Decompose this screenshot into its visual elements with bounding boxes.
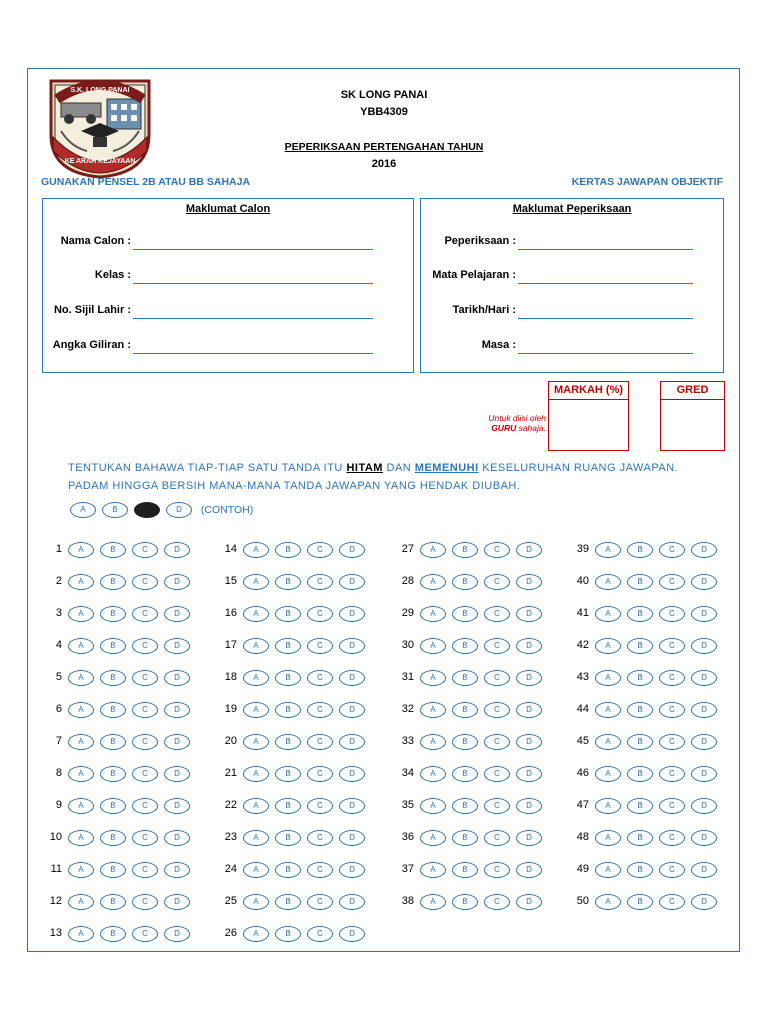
field-sijil-lahir[interactable] [133,318,373,319]
answer-bubble-b[interactable]: B [275,606,301,622]
question-number: 50 [576,895,589,907]
question-number: 15 [224,575,237,587]
answer-bubble-a[interactable]: A [595,702,621,718]
answer-bubble-c[interactable]: C [132,766,158,782]
answer-bubble-a[interactable]: A [595,766,621,782]
label-sijil-lahir: No. Sijil Lahir : [53,304,131,316]
answer-bubble-d[interactable]: D [691,542,717,558]
answer-bubble-a[interactable]: A [243,638,269,654]
question-number: 29 [401,607,414,619]
answer-bubble-b[interactable]: B [100,574,126,590]
answer-bubble-d[interactable]: D [339,670,365,686]
question-number: 16 [224,607,237,619]
question-number: 45 [576,735,589,747]
exam-title: PEPERIKSAAN PERTENGAHAN TAHUN [284,141,484,153]
question-number: 48 [576,831,589,843]
answer-bubble-d[interactable]: D [516,702,542,718]
answer-bubble-a[interactable]: A [420,670,446,686]
answer-bubble-d[interactable]: D [339,894,365,910]
answer-bubble-c[interactable]: C [132,542,158,558]
answer-bubble-a[interactable]: A [243,606,269,622]
answer-bubble-a[interactable]: A [68,542,94,558]
answer-bubble-a[interactable]: A [243,670,269,686]
answer-bubble-c[interactable]: C [132,638,158,654]
label-nama-calon: Nama Calon : [60,235,131,247]
question-number: 41 [576,607,589,619]
answer-bubble-c[interactable]: C [659,766,685,782]
answer-bubble-a[interactable]: A [595,670,621,686]
answer-bubble-d[interactable]: D [339,702,365,718]
instruction-line-2: PADAM HINGGA BERSIH MANA-MANA TANDA JAWAPAN YANG HENDAK DIUBAH. [68,480,521,492]
answer-bubble-d[interactable]: D [164,542,190,558]
markah-box[interactable] [548,381,629,451]
answer-bubble-b[interactable]: B [275,638,301,654]
answer-bubble-b[interactable]: B [627,638,653,654]
answer-bubble-c[interactable]: C [132,862,158,878]
question-number: 6 [55,703,62,715]
answer-bubble-a[interactable]: A [595,606,621,622]
question-number: 36 [401,831,414,843]
answer-bubble-d[interactable]: D [339,734,365,750]
answer-bubble-b[interactable]: B [627,894,653,910]
answer-bubble-c[interactable]: C [659,734,685,750]
question-number: 24 [224,863,237,875]
answer-bubble-c[interactable]: C [659,702,685,718]
question-number: 37 [401,863,414,875]
answer-bubble-d[interactable]: D [691,830,717,846]
answer-bubble-b[interactable]: B [627,830,653,846]
field-kelas[interactable] [133,283,373,284]
answer-bubble-a[interactable]: A [420,702,446,718]
answer-bubble-b[interactable]: B [275,830,301,846]
question-number: 35 [401,799,414,811]
teacher-note-line2: sahaja. [516,423,546,433]
label-masa: Masa : [481,339,516,351]
logo-top-text: S.K. LONG PANAI [70,87,130,94]
field-angka-giliran[interactable] [133,353,373,354]
label-tarikh-hari: Tarikh/Hari : [452,304,516,316]
answer-bubble-a[interactable]: A [68,894,94,910]
answer-bubble-d[interactable]: D [164,798,190,814]
answer-bubble-d[interactable]: D [516,638,542,654]
answer-bubble-d[interactable]: D [691,798,717,814]
question-number: 27 [401,543,414,555]
pencil-note: GUNAKAN PENSEL 2B ATAU BB SAHAJA [41,176,251,188]
sheet-type: KERTAS JAWAPAN OBJEKTIF [571,176,723,188]
answer-bubble-d[interactable]: D [516,798,542,814]
answer-bubble-c[interactable]: C [307,894,333,910]
question-number: 23 [224,831,237,843]
answer-bubble-d[interactable]: D [164,894,190,910]
answer-bubble-d[interactable]: D [164,766,190,782]
answer-bubble-d[interactable]: D [516,574,542,590]
question-number: 1 [55,543,62,555]
answer-bubble-d[interactable]: D [164,862,190,878]
answer-bubble-a[interactable]: A [243,766,269,782]
answer-bubble-d[interactable]: D [164,606,190,622]
answer-bubble-c[interactable]: C [484,542,510,558]
question-number: 18 [224,671,237,683]
answer-bubble-a[interactable]: A [243,830,269,846]
label-peperiksaan: Peperiksaan : [444,235,516,247]
answer-bubble-b[interactable]: B [100,894,126,910]
question-number: 8 [55,767,62,779]
example-bubble-c-filled [134,502,160,518]
answer-bubble-a[interactable]: A [68,926,94,942]
answer-bubble-c[interactable]: C [659,606,685,622]
answer-bubble-d[interactable]: D [691,862,717,878]
answer-bubble-b[interactable]: B [452,862,478,878]
answer-bubble-b[interactable]: B [627,574,653,590]
answer-bubble-c[interactable]: C [307,574,333,590]
example-bubble-a: A [70,502,96,518]
answer-bubble-d[interactable]: D [516,894,542,910]
answer-bubble-c[interactable]: C [484,894,510,910]
example-label: (CONTOH) [200,503,254,516]
answer-bubble-d[interactable]: D [339,830,365,846]
answer-bubble-b[interactable]: B [627,862,653,878]
question-number: 4 [55,639,62,651]
answer-bubble-c[interactable]: C [132,574,158,590]
question-number: 31 [401,671,414,683]
answer-bubble-c[interactable]: C [659,542,685,558]
question-number: 14 [224,543,237,555]
question-number: 46 [576,767,589,779]
answer-bubble-b[interactable]: B [100,670,126,686]
field-mata-pelajaran[interactable] [518,283,693,284]
exam-info-box [420,198,724,373]
answer-bubble-c[interactable]: C [484,734,510,750]
question-number: 7 [55,735,62,747]
question-number: 39 [576,543,589,555]
answer-bubble-b[interactable]: B [452,606,478,622]
answer-bubble-d[interactable]: D [516,734,542,750]
answer-bubble-c[interactable]: C [484,606,510,622]
answer-bubble-c[interactable]: C [484,670,510,686]
answer-bubble-a[interactable]: A [68,638,94,654]
answer-bubble-c[interactable]: C [659,862,685,878]
answer-bubble-d[interactable]: D [164,670,190,686]
question-number: 43 [576,671,589,683]
answer-bubble-d[interactable]: D [339,638,365,654]
answer-bubble-a[interactable]: A [420,830,446,846]
word-hitam: HITAM [346,462,383,474]
question-number: 21 [224,767,237,779]
answer-bubble-b[interactable]: B [452,830,478,846]
question-number: 10 [49,831,62,843]
answer-bubble-c[interactable]: C [484,702,510,718]
answer-bubble-a[interactable]: A [68,670,94,686]
answer-bubble-d[interactable]: D [516,862,542,878]
answer-bubble-b[interactable]: B [627,734,653,750]
question-number: 2 [55,575,62,587]
answer-bubble-c[interactable]: C [132,670,158,686]
answer-bubble-b[interactable]: B [627,542,653,558]
answer-bubble-b[interactable]: B [100,830,126,846]
gred-box[interactable] [660,381,725,451]
answer-bubble-a[interactable]: A [595,542,621,558]
teacher-note-line1: Untuk diisi oleh [488,413,546,423]
field-masa[interactable] [518,353,693,354]
answer-bubble-a[interactable]: A [595,638,621,654]
teacher-note-guru: GURU [491,423,517,433]
logo-bottom-text: KE ARAH KEJAYAAN [64,158,136,165]
answer-bubble-a[interactable]: A [420,574,446,590]
answer-bubble-d[interactable]: D [516,830,542,846]
answer-bubble-d[interactable]: D [339,542,365,558]
field-tarikh-hari[interactable] [518,318,693,319]
answer-bubble-c[interactable]: C [132,926,158,942]
question-number: 12 [49,895,62,907]
answer-bubble-d[interactable]: D [516,542,542,558]
teacher-note [448,413,546,433]
answer-bubble-b[interactable]: B [452,894,478,910]
question-number: 13 [49,927,62,939]
answer-bubble-b[interactable]: B [100,606,126,622]
question-number: 32 [401,703,414,715]
answer-bubble-a[interactable]: A [595,830,621,846]
field-peperiksaan[interactable] [518,249,693,250]
answer-bubble-c[interactable]: C [132,734,158,750]
exam-box-title: Maklumat Peperiksaan [512,203,632,215]
answer-bubble-c[interactable]: C [484,830,510,846]
answer-bubble-d[interactable]: D [164,702,190,718]
answer-bubble-a[interactable]: A [68,574,94,590]
answer-bubble-d[interactable]: D [164,734,190,750]
answer-bubble-b[interactable]: B [452,734,478,750]
answer-bubble-a[interactable]: A [420,542,446,558]
answer-bubble-d[interactable]: D [516,606,542,622]
answer-bubble-d[interactable]: D [164,830,190,846]
question-number: 3 [55,607,62,619]
answer-bubble-a[interactable]: A [243,862,269,878]
answer-bubble-d[interactable]: D [691,638,717,654]
answer-bubble-d[interactable]: D [691,734,717,750]
answer-bubble-c[interactable]: C [307,926,333,942]
answer-bubble-a[interactable]: A [420,638,446,654]
question-number: 38 [401,895,414,907]
question-number: 17 [224,639,237,651]
answer-bubble-b[interactable]: B [100,926,126,942]
answer-bubble-a[interactable]: A [68,606,94,622]
answer-bubble-c[interactable]: C [132,702,158,718]
answer-bubble-b[interactable]: B [100,702,126,718]
question-number: 5 [55,671,62,683]
question-number: 49 [576,863,589,875]
answer-bubble-a[interactable]: A [68,702,94,718]
answer-bubble-d[interactable]: D [164,638,190,654]
answer-bubble-a[interactable]: A [68,734,94,750]
label-angka-giliran: Angka Giliran : [52,339,131,351]
question-number: 22 [224,799,237,811]
candidate-info-box [42,198,414,373]
answer-bubble-d[interactable]: D [516,766,542,782]
answer-bubble-d[interactable]: D [164,926,190,942]
answer-bubble-b[interactable]: B [627,798,653,814]
answer-bubble-c[interactable]: C [307,670,333,686]
answer-bubble-c[interactable]: C [132,606,158,622]
word-memenuhi: MEMENUHI [414,462,479,474]
answer-bubble-d[interactable]: D [339,862,365,878]
answer-bubble-c[interactable]: C [484,798,510,814]
answer-bubble-b[interactable]: B [452,574,478,590]
answer-bubble-c[interactable]: C [307,734,333,750]
answer-bubble-c[interactable]: C [659,894,685,910]
answer-bubble-b[interactable]: B [452,702,478,718]
answer-bubble-c[interactable]: C [307,766,333,782]
answer-bubble-d[interactable]: D [339,606,365,622]
answer-bubble-c[interactable]: C [659,638,685,654]
answer-bubble-d[interactable]: D [164,574,190,590]
answer-bubble-a[interactable]: A [595,798,621,814]
answer-bubble-c[interactable]: C [484,638,510,654]
answer-bubble-a[interactable]: A [420,766,446,782]
answer-bubble-d[interactable]: D [339,798,365,814]
answer-bubble-a[interactable]: A [68,798,94,814]
answer-bubble-d[interactable]: D [339,926,365,942]
example-bubble-d: D [166,502,192,518]
answer-bubble-c[interactable]: C [307,702,333,718]
answer-bubble-b[interactable]: B [627,702,653,718]
label-kelas: Kelas : [94,269,131,281]
answer-bubble-c[interactable]: C [659,798,685,814]
question-number: 20 [224,735,237,747]
field-nama-calon[interactable] [133,249,373,250]
answer-bubble-a[interactable]: A [68,766,94,782]
answer-bubble-b[interactable]: B [100,862,126,878]
answer-bubble-d[interactable]: D [516,670,542,686]
answer-bubble-b[interactable]: B [275,798,301,814]
answer-bubble-c[interactable]: C [307,830,333,846]
answer-bubble-d[interactable]: D [691,574,717,590]
answer-bubble-b[interactable]: B [452,670,478,686]
answer-bubble-c[interactable]: C [307,798,333,814]
example-row [70,502,253,518]
answer-bubble-d[interactable]: D [691,894,717,910]
question-number: 25 [224,895,237,907]
answer-bubble-a[interactable]: A [243,734,269,750]
markah-label: MARKAH (%) [549,382,628,400]
answer-bubble-a[interactable]: A [243,894,269,910]
answer-bubble-d[interactable]: D [339,574,365,590]
school-code: YBB4309 [360,106,408,118]
answer-bubble-b[interactable]: B [100,734,126,750]
answer-bubble-b[interactable]: B [275,894,301,910]
answer-bubble-b[interactable]: B [452,638,478,654]
answer-bubble-b[interactable]: B [627,766,653,782]
question-number: 47 [576,799,589,811]
answer-bubble-a[interactable]: A [243,926,269,942]
answer-bubble-b[interactable]: B [452,542,478,558]
gred-label: GRED [661,382,724,400]
exam-year: 2016 [371,158,397,170]
answer-bubble-a[interactable]: A [420,734,446,750]
answer-bubble-b[interactable]: B [100,766,126,782]
question-number: 40 [576,575,589,587]
answer-bubble-d[interactable]: D [691,670,717,686]
answer-bubble-c[interactable]: C [659,670,685,686]
answer-bubble-d[interactable]: D [691,702,717,718]
answer-bubble-b[interactable]: B [627,670,653,686]
answer-bubble-d[interactable]: D [691,766,717,782]
answer-bubble-c[interactable]: C [659,830,685,846]
question-number: 34 [401,767,414,779]
answer-bubble-c[interactable]: C [307,542,333,558]
instruction-line-1: TENTUKAN BAHAWA TIAP-TIAP SATU TANDA ITU HITAM DAN MEMENUHI KESELURUHAN RUANG JAWAPAN. [68,462,679,474]
answer-bubble-a[interactable]: A [243,702,269,718]
question-number: 42 [576,639,589,651]
answer-bubble-c[interactable]: C [659,574,685,590]
answer-bubble-a[interactable]: A [595,862,621,878]
answer-bubble-c[interactable]: C [484,574,510,590]
answer-bubble-a[interactable]: A [68,830,94,846]
answer-bubble-b[interactable]: B [100,542,126,558]
answer-bubble-b[interactable]: B [275,766,301,782]
question-number: 9 [55,799,62,811]
answer-bubble-c[interactable]: C [307,638,333,654]
answer-bubble-a[interactable]: A [595,574,621,590]
answer-bubble-a[interactable]: A [243,574,269,590]
answer-bubble-a[interactable]: A [420,606,446,622]
question-number: 11 [50,863,62,875]
answer-bubble-b[interactable]: B [452,766,478,782]
answer-bubble-b[interactable]: B [275,926,301,942]
question-number: 26 [224,927,237,939]
answer-bubble-c[interactable]: C [307,606,333,622]
answer-bubble-a[interactable]: A [243,798,269,814]
answer-bubble-b[interactable]: B [275,702,301,718]
answer-bubble-c[interactable]: C [132,830,158,846]
answer-bubble-c[interactable]: C [132,798,158,814]
example-bubble-b: B [102,502,128,518]
question-number: 44 [576,703,589,715]
label-mata-pelajaran: Mata Pelajaran : [432,269,516,281]
answer-bubble-a[interactable]: A [68,862,94,878]
answer-bubble-a[interactable]: A [243,542,269,558]
question-number: 28 [401,575,414,587]
answer-bubble-b[interactable]: B [100,798,126,814]
question-number: 19 [224,703,237,715]
answer-bubble-b[interactable]: B [275,670,301,686]
answer-bubble-c[interactable]: C [484,766,510,782]
answer-bubble-b[interactable]: B [452,798,478,814]
answer-bubble-a[interactable]: A [420,862,446,878]
question-number: 33 [401,735,414,747]
candidate-box-title: Maklumat Calon [185,203,271,215]
answer-bubble-a[interactable]: A [595,734,621,750]
answer-bubble-b[interactable]: B [275,542,301,558]
answer-bubble-b[interactable]: B [275,734,301,750]
answer-bubble-b[interactable]: B [275,862,301,878]
answer-bubble-b[interactable]: B [100,638,126,654]
answer-bubble-a[interactable]: A [420,798,446,814]
answer-bubble-a[interactable]: A [595,894,621,910]
answer-bubble-b[interactable]: B [627,606,653,622]
answer-bubble-a[interactable]: A [420,894,446,910]
answer-bubble-d[interactable]: D [339,766,365,782]
answer-bubble-c[interactable]: C [307,862,333,878]
answer-bubble-c[interactable]: C [484,862,510,878]
question-number: 30 [401,639,414,651]
answer-bubble-b[interactable]: B [275,574,301,590]
answer-bubble-c[interactable]: C [132,894,158,910]
answer-bubble-d[interactable]: D [691,606,717,622]
school-name: SK LONG PANAI [340,89,428,101]
